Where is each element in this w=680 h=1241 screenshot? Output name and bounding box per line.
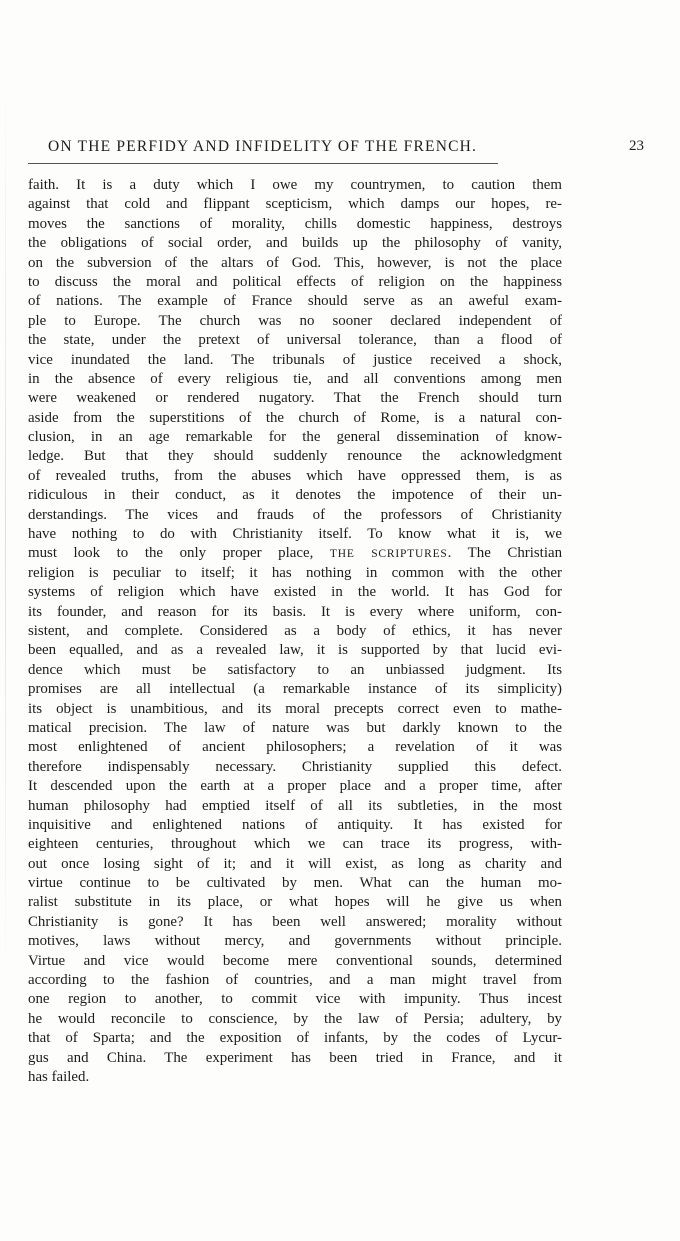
small-caps-phrase: THE SCRIPTURES [329,548,448,561]
text-line: its object is unambitious, and its moral precepts correct even to mathe- [28,700,562,717]
text-line: faith. It is a duty which I owe my countrymen, to caution them [28,177,562,193]
text-line: religion is peculiar to itself; it has nothing in common with the other [28,564,562,581]
text-line: systems of religion which have existed in the world. It has God for [28,584,562,601]
page-header [20,138,660,158]
page-number: 23 [629,138,644,154]
text-line: eighteen centuries, throughout which we can trace its progress, with- [28,836,562,853]
text-line: Virtue and vice would become mere conventional sounds, determined [28,952,562,969]
text-line: virtue continue to be cultivated by men. What can the human mo- [28,875,562,892]
text-line: gus and China. The experiment has been tried in France, and it [28,1049,562,1066]
text-line: ple to Europe. The church was no sooner declared independent of [28,312,562,329]
text-line: ridiculous in their conduct, as it denotes the impotence of their un- [28,487,562,504]
text-line: have nothing to do with Christianity itself. To know what it is, we [28,526,562,543]
text-line-final: has failed. [28,1068,90,1085]
text-line: of revealed truths, from the abuses which have oppressed them, is as [28,467,562,484]
text-line: human philosophy had emptied itself of all its subtleties, in the most [28,797,562,814]
header-rule [28,163,498,164]
text-line: ralist substitute in its place, or what hopes will he give us when [28,894,562,911]
text-line: its founder, and reason for its basis. It is every where uniform, con- [28,603,562,620]
text-line: most enlightened of ancient philosophers; a revelation of it was [28,739,562,756]
text-line: ledge. But that they should suddenly renounce the acknowledgment [28,448,562,465]
running-title: ON THE PERFIDY AND INFIDELITY OF THE FRENCH. [48,138,478,155]
text-line: against that cold and flippant scepticism, which damps our hopes, re- [28,196,562,213]
text-line: the obligations of social order, and builds up the philosophy of vanity, [28,235,562,252]
text-line: moves the sanctions of morality, chills domestic happiness, destroys [28,215,562,232]
text-line: promises are all intellectual (a remarkable instance of its simplicity) [28,681,562,698]
text-line: inquisitive and enlightened nations of antiquity. It has existed for [28,816,562,833]
text-line: that of Sparta; and the exposition of infants, by the codes of Lycur- [28,1030,562,1047]
text-line: on the subversion of the altars of God. This, however, is not the place [28,254,562,271]
text-line: derstandings. The vices and frauds of the professors of Christianity [28,506,562,523]
text-line: must look to the only proper place, THE SCRIPTURES. The Christian [28,545,563,562]
text-line: Christianity is gone? It has been well answered; morality without [28,913,562,930]
text-line: to discuss the moral and political effects of religion on the happiness [28,273,562,290]
text-line: of nations. The example of France should serve as an aweful exam- [28,293,562,310]
text-line: the state, under the pretext of universal tolerance, than a flood of [28,332,562,349]
text-line: one region to another, to commit vice with impunity. Thus incest [28,991,562,1008]
text-line: therefore indispensably necessary. Christianity supplied this defect. [28,758,562,775]
text-line: sistent, and complete. Considered as a body of ethics, it has never [28,622,562,639]
text-line: dence which must be satisfactory to an unbiassed judgment. Its [28,661,562,678]
text-line: aside from the superstitions of the church of Rome, is a natural con- [28,409,562,426]
text-line: motives, laws without mercy, and governments without principle. [28,933,562,950]
text-line: were weakened or rendered nugatory. That the French should turn [28,390,562,407]
text-line: It descended upon the earth at a proper place and a proper time, after [28,778,562,795]
text-line: he would reconcile to conscience, by the law of Persia; adultery, by [28,1010,562,1027]
text-line: matical precision. The law of nature was but darkly known to the [28,719,562,736]
text-line: vice inundated the land. The tribunals of justice received a shock, [28,351,562,368]
text-line: clusion, in an age remarkable for the general dissemination of know- [28,429,562,446]
binding-shadow [5,70,6,990]
text-line: out once losing sight of it; and it will exist, as long as charity and [28,855,562,872]
text-line: according to the fashion of countries, and a man might travel from [28,972,562,989]
text-line: been equalled, and as a revealed law, it is supported by that lucid evi- [28,642,562,659]
text-line: in the absence of every religious tie, and all conventions among men [28,370,562,387]
body-paragraph [28,176,562,1087]
